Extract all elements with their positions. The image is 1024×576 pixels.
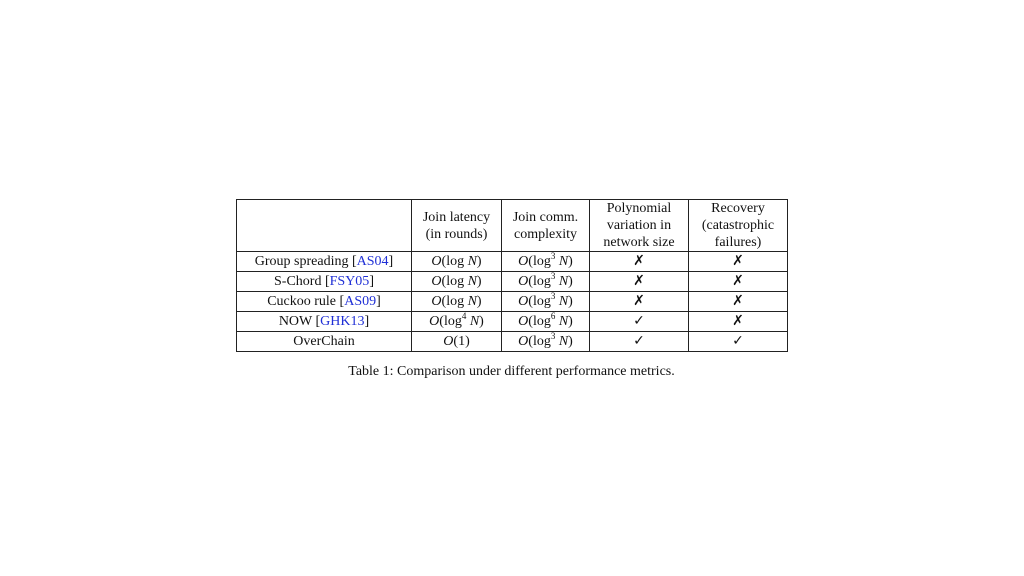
citation-link[interactable]: AS09 bbox=[344, 293, 377, 309]
method-name: NOW bbox=[278, 313, 312, 329]
method-cell: Cuckoo rule [AS09] bbox=[237, 292, 412, 312]
complexity-exponent: 4 bbox=[461, 310, 467, 321]
table-header-row bbox=[237, 200, 788, 252]
method-cell: S-Chord [FSY05] bbox=[237, 272, 412, 292]
complexity-func: O bbox=[518, 293, 529, 309]
method-cell: NOW [GHK13] bbox=[237, 312, 412, 332]
table-row bbox=[237, 332, 788, 352]
recovery-cell bbox=[689, 272, 788, 292]
cross-icon: ✗ bbox=[732, 293, 744, 309]
join-latency-cell: $O(\log^4$ N) bbox=[412, 312, 502, 332]
join-comm-cell: $O(\log^6$ N) bbox=[502, 312, 590, 332]
table-figure bbox=[236, 199, 787, 380]
citation-link[interactable]: FSY05 bbox=[329, 273, 370, 289]
complexity-func: O bbox=[518, 333, 529, 349]
cross-icon: ✗ bbox=[633, 253, 645, 269]
polynomial-variation-cell bbox=[590, 332, 689, 352]
recovery-cell bbox=[689, 252, 788, 272]
complexity-func: O bbox=[431, 293, 442, 309]
method-cell bbox=[237, 332, 412, 352]
complexity-arg: log N bbox=[446, 253, 477, 269]
join-comm-cell: $O(\log^3$ N) bbox=[502, 252, 590, 272]
cross-icon: ✗ bbox=[732, 253, 744, 269]
complexity-func: O bbox=[518, 273, 529, 289]
complexity-arg: 1 bbox=[458, 333, 466, 349]
method-name: S-Chord bbox=[274, 273, 322, 289]
complexity-func: O bbox=[518, 253, 529, 269]
complexity-arg: $\log^3 N$ bbox=[532, 270, 569, 289]
complexity-arg: $\log^4 N$ bbox=[443, 310, 480, 329]
method-name: Group spreading bbox=[254, 253, 349, 269]
header-empty bbox=[237, 200, 412, 252]
caption-text: Table 1: Comparison under different performance metrics. bbox=[348, 364, 675, 379]
complexity-arg: $\log^3 N$ bbox=[532, 330, 569, 349]
join-comm-cell: $O(\log^3$ N) bbox=[502, 272, 590, 292]
table-row bbox=[237, 292, 788, 312]
check-icon: ✓ bbox=[633, 333, 645, 349]
complexity-arg: log N bbox=[446, 273, 477, 289]
header-join-latency: Join latency (in rounds) bbox=[412, 200, 502, 252]
complexity-arg: $\log^6 N$ bbox=[532, 310, 569, 329]
check-icon: ✓ bbox=[633, 313, 645, 329]
recovery-cell bbox=[689, 332, 788, 352]
join-comm-cell: $O(\log^3$ N) bbox=[502, 332, 590, 352]
comparison-table bbox=[236, 199, 788, 352]
recovery-cell bbox=[689, 312, 788, 332]
complexity-exponent: 3 bbox=[550, 270, 556, 281]
header-join-comm: Join comm. complexity bbox=[502, 200, 590, 252]
join-comm-cell: $O(\log^3$ N) bbox=[502, 292, 590, 312]
citation-link[interactable]: GHK13 bbox=[320, 313, 365, 329]
cross-icon: ✗ bbox=[633, 293, 645, 309]
complexity-arg: $\log^3 N$ bbox=[532, 290, 569, 309]
complexity-exponent: 3 bbox=[550, 250, 556, 261]
method-name: Cuckoo rule bbox=[267, 293, 337, 309]
complexity-func: O bbox=[443, 333, 454, 349]
complexity-func: O bbox=[429, 313, 440, 329]
complexity-func: O bbox=[518, 313, 529, 329]
table-row bbox=[237, 312, 788, 332]
complexity-exponent: 3 bbox=[550, 330, 556, 341]
complexity-func: O bbox=[431, 253, 442, 269]
polynomial-variation-cell bbox=[590, 252, 689, 272]
table-row bbox=[237, 252, 788, 272]
complexity-arg: log N bbox=[446, 293, 477, 309]
cross-icon: ✗ bbox=[732, 273, 744, 289]
check-icon: ✓ bbox=[732, 333, 744, 349]
complexity-exponent: 3 bbox=[550, 290, 556, 301]
cross-icon: ✗ bbox=[732, 313, 744, 329]
header-recovery: Recovery (catastrophic failures) bbox=[689, 200, 788, 252]
table-caption bbox=[236, 364, 787, 380]
header-polynomial-variation: Polynomial variation in network size bbox=[590, 200, 689, 252]
polynomial-variation-cell bbox=[590, 312, 689, 332]
citation-link[interactable]: AS04 bbox=[356, 253, 389, 269]
join-latency-cell: O(log N) bbox=[412, 252, 502, 272]
polynomial-variation-cell bbox=[590, 272, 689, 292]
join-latency-cell: O(log N) bbox=[412, 292, 502, 312]
table-row bbox=[237, 272, 788, 292]
join-latency-cell: O(log N) bbox=[412, 272, 502, 292]
recovery-cell bbox=[689, 292, 788, 312]
polynomial-variation-cell bbox=[590, 292, 689, 312]
join-latency-cell: O(1) bbox=[412, 332, 502, 352]
complexity-exponent: 6 bbox=[550, 310, 556, 321]
complexity-func: O bbox=[431, 273, 442, 289]
method-name: OverChain bbox=[293, 333, 355, 349]
cross-icon: ✗ bbox=[633, 273, 645, 289]
method-cell: Group spreading [AS04] bbox=[237, 252, 412, 272]
complexity-arg: $\log^3 N$ bbox=[532, 250, 569, 269]
